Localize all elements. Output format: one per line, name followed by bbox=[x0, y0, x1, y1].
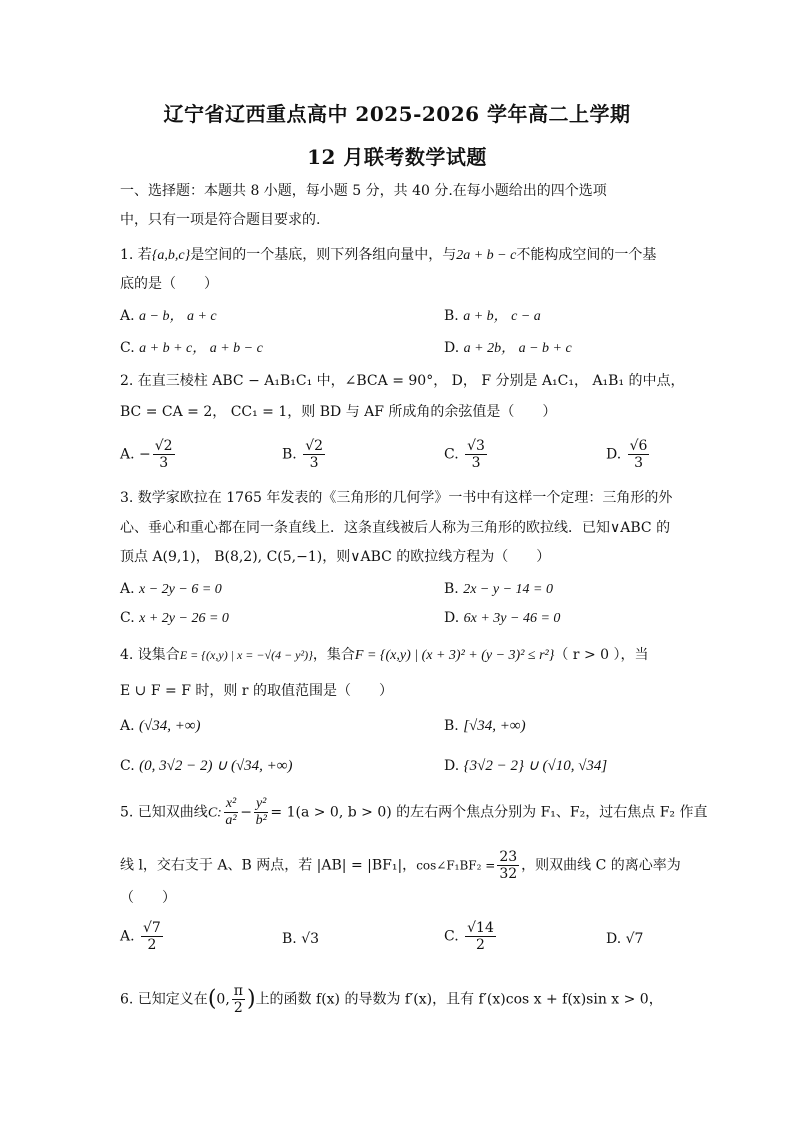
q2-option-b-fraction bbox=[303, 438, 325, 471]
numerator: √2 bbox=[305, 438, 324, 454]
q2-option-d[interactable] bbox=[606, 438, 651, 471]
denominator: b² bbox=[255, 813, 267, 828]
q5-text-b: = 1(a > 0, b > 0) 的左右两个焦点分别为 F₁、F₂，过右焦点 F₂ 作直 bbox=[270, 804, 708, 821]
q1-text-b: 是空间的一个基底，则下列各组向量中，与 bbox=[190, 247, 457, 263]
option-letter: C. bbox=[444, 928, 459, 945]
q1-option-a[interactable] bbox=[120, 306, 217, 327]
option-letter: D. bbox=[444, 340, 460, 356]
q2-option-c[interactable] bbox=[444, 438, 489, 471]
q3-stem-line3: 顶点 A(9,1)， B(8,2), C(5,−1)，则∨ABC 的欧拉线方程为（ ） bbox=[120, 549, 551, 565]
q1-option-a-text: a − b， a + c bbox=[139, 309, 217, 324]
option-letter: A. bbox=[120, 581, 135, 597]
q5-option-b-text: √3 bbox=[301, 931, 320, 947]
q6-paren-close: ) bbox=[246, 986, 256, 1012]
q4-option-a-text: (√34, +∞) bbox=[139, 718, 201, 734]
q3-option-c-text: x + 2y − 26 = 0 bbox=[139, 611, 229, 626]
q5-option-c-fraction bbox=[465, 920, 496, 953]
denominator: 3 bbox=[309, 455, 319, 471]
option-letter: B. bbox=[444, 308, 459, 324]
q3-stem-line1: 3. 数学家欧拉在 1765 年发表的《三角形的几何学》一书中有这样一个定理：三角形的外 bbox=[120, 490, 673, 506]
q5-curve-name: C: bbox=[207, 805, 222, 821]
option-letter: A. bbox=[120, 718, 135, 734]
option-letter: C. bbox=[120, 610, 135, 626]
denominator: a² bbox=[225, 813, 237, 828]
numerator: y² bbox=[255, 796, 267, 811]
q4-text-a: 4. 设集合 bbox=[120, 647, 180, 663]
page-title-line1: 辽宁省辽西重点高中 2025-2026 学年高二上学期 bbox=[163, 102, 631, 126]
q2-option-a[interactable] bbox=[120, 438, 177, 471]
q5-text-d: ，则双曲线 C 的离心率为 bbox=[521, 857, 681, 874]
q6-pi-fraction bbox=[232, 983, 245, 1016]
q5-option-d-text: √7 bbox=[625, 931, 644, 947]
denominator: 2 bbox=[476, 937, 485, 953]
section-intro-line1: 一、选择题：本题共 8 小题，每小题 5 分，共 40 分.在每小题给出的四个选项 bbox=[120, 183, 607, 199]
q5-option-a-fraction bbox=[141, 920, 163, 953]
denominator: 2 bbox=[233, 1000, 243, 1016]
q4-option-d-text: {3√2 − 2} ∪ (√10, √34] bbox=[463, 758, 608, 774]
q4-option-b-text: [√34, +∞) bbox=[463, 718, 526, 734]
q6-text-a: 6. 已知定义在 bbox=[120, 991, 208, 1008]
q3-option-d[interactable] bbox=[444, 608, 560, 629]
q5-y-fraction bbox=[254, 796, 268, 829]
numerator: √14 bbox=[467, 920, 494, 936]
q5-stem-line2 bbox=[120, 849, 681, 882]
q5-option-a[interactable] bbox=[120, 920, 165, 953]
option-letter: D. bbox=[606, 446, 622, 463]
q1-option-b[interactable] bbox=[444, 306, 541, 327]
q4-stem-line1 bbox=[120, 645, 649, 666]
q3-option-d-text: 6x + 3y − 46 = 0 bbox=[463, 611, 561, 626]
option-letter: B. bbox=[282, 446, 297, 463]
option-letter: B. bbox=[444, 581, 459, 597]
denominator: 32 bbox=[499, 866, 518, 882]
option-letter: A. bbox=[120, 308, 135, 324]
q6-interval-left: 0, bbox=[216, 991, 230, 1008]
option-letter: C. bbox=[444, 446, 459, 463]
q4-option-c[interactable] bbox=[120, 756, 293, 776]
q1-option-c-text: a + b + c， a + b − c bbox=[139, 341, 263, 356]
q4-option-c-text: (0, 3√2 − 2) ∪ (√34, +∞) bbox=[139, 758, 293, 774]
q3-option-a[interactable] bbox=[120, 579, 222, 600]
q3-option-c[interactable] bbox=[120, 608, 229, 629]
q5-cos-fraction bbox=[497, 849, 519, 882]
q5-text-a: 5. 已知双曲线 bbox=[120, 804, 208, 821]
q3-option-a-text: x − 2y − 6 = 0 bbox=[139, 582, 222, 597]
option-letter: C. bbox=[120, 340, 135, 356]
q5-x-fraction bbox=[224, 796, 238, 829]
denominator: 2 bbox=[147, 937, 157, 953]
q3-option-b[interactable] bbox=[444, 579, 553, 600]
q4-text-c: （ r > 0 ），当 bbox=[554, 647, 649, 663]
q1-vector-expr: 2a + b − c bbox=[456, 248, 517, 263]
q2-option-a-fraction bbox=[153, 438, 175, 471]
q1-text-c: 不能构成空间的一个基 bbox=[516, 247, 657, 263]
q5-option-b[interactable] bbox=[282, 929, 319, 949]
q4-set-f: F = {(x,y) | (x + 3)² + (y − 3)² ≤ r²} bbox=[354, 648, 555, 663]
q2-stem-line2: BC = CA = 2， CC₁ = 1，则 BD 与 AF 所成角的余弦值是（ ） bbox=[120, 404, 557, 420]
q4-option-d[interactable] bbox=[444, 756, 607, 776]
numerator: x² bbox=[225, 796, 237, 811]
q6-paren-open: ( bbox=[207, 986, 217, 1012]
q5-cos-expr: cos∠F₁BF₂ = bbox=[416, 858, 496, 873]
q2-option-a-sign: − bbox=[139, 446, 151, 463]
q4-text-b: ，集合 bbox=[312, 647, 355, 663]
denominator: 3 bbox=[634, 455, 644, 471]
q2-option-c-fraction bbox=[465, 438, 487, 471]
q5-option-c[interactable] bbox=[444, 920, 498, 953]
q1-option-d-text: a + 2b， a − b + c bbox=[463, 341, 572, 356]
option-letter: B. bbox=[282, 931, 297, 947]
q1-text-a: 1. 若 bbox=[120, 247, 152, 263]
q1-stem-line2: 底的是（ ） bbox=[120, 276, 218, 292]
q3-option-b-text: 2x − y − 14 = 0 bbox=[463, 582, 553, 597]
option-letter: B. bbox=[444, 718, 459, 734]
option-letter: C. bbox=[120, 758, 135, 774]
denominator: 3 bbox=[159, 455, 169, 471]
q5-option-d[interactable] bbox=[606, 929, 643, 949]
q1-option-c[interactable] bbox=[120, 338, 263, 359]
q1-basis-set: {a,b,c} bbox=[151, 248, 191, 263]
q4-set-e: E = {(x,y) | x = −√(4 − y²)} bbox=[179, 648, 313, 662]
q4-option-b[interactable] bbox=[444, 716, 526, 736]
q1-option-b-text: a + b， c − a bbox=[463, 309, 541, 324]
q1-option-d[interactable] bbox=[444, 338, 572, 359]
option-letter: A. bbox=[120, 446, 135, 463]
q2-option-b[interactable] bbox=[282, 438, 327, 471]
option-letter: D. bbox=[444, 758, 460, 774]
numerator: √2 bbox=[154, 438, 173, 454]
page-title-line2: 12 月联考数学试题 bbox=[307, 145, 487, 169]
q1-stem-line1 bbox=[120, 245, 656, 266]
numerator: 23 bbox=[499, 849, 518, 865]
q3-stem-line2: 心、垂心和重心都在同一条直线上．这条直线被后人称为三角形的欧拉线．已知∨ABC 的 bbox=[120, 520, 671, 536]
denominator: 3 bbox=[471, 455, 481, 471]
q5-stem-line1: 5. 已知双曲线C: $\frac{\text{x²}}{\text{a²}}$ − $\frac{\text{y²}}{\text{b²}}$ = 1(a > 0, b > 0) 的左右两个焦点分别为 F₁、F₂，过右焦点 F₂ 作直 bbox=[120, 796, 708, 828]
q4-option-a[interactable] bbox=[120, 716, 201, 736]
numerator: √3 bbox=[467, 438, 485, 454]
numerator: √7 bbox=[143, 920, 161, 936]
numerator: π bbox=[233, 983, 243, 999]
q6-stem-line1 bbox=[120, 983, 663, 1016]
q2-option-d-fraction bbox=[628, 438, 650, 471]
q6-text-b: 上的函数 f(x) 的导数为 f′(x)，且有 f′(x)cos x + f(x)sin x > 0， bbox=[255, 991, 663, 1008]
q5-text-c: 线 l，交右支于 A、B 两点，若 |AB| = |BF₁|， bbox=[120, 857, 417, 874]
numerator: √6 bbox=[629, 438, 648, 454]
section-intro-line2: 中，只有一项是符合题目要求的. bbox=[120, 212, 321, 228]
q5-stem-line3: （ ） bbox=[120, 890, 176, 906]
option-letter: D. bbox=[444, 610, 460, 626]
option-letter: A. bbox=[120, 928, 135, 945]
q4-stem-line2: E ∪ F = F 时，则 r 的取值范围是（ ） bbox=[120, 683, 393, 699]
option-letter: D. bbox=[606, 931, 622, 947]
q2-stem-line1: 2. 在直三棱柱 ABC − A₁B₁C₁ 中，∠BCA = 90°， D， F 分别是 A₁C₁， A₁B₁ 的中点， bbox=[120, 373, 685, 389]
